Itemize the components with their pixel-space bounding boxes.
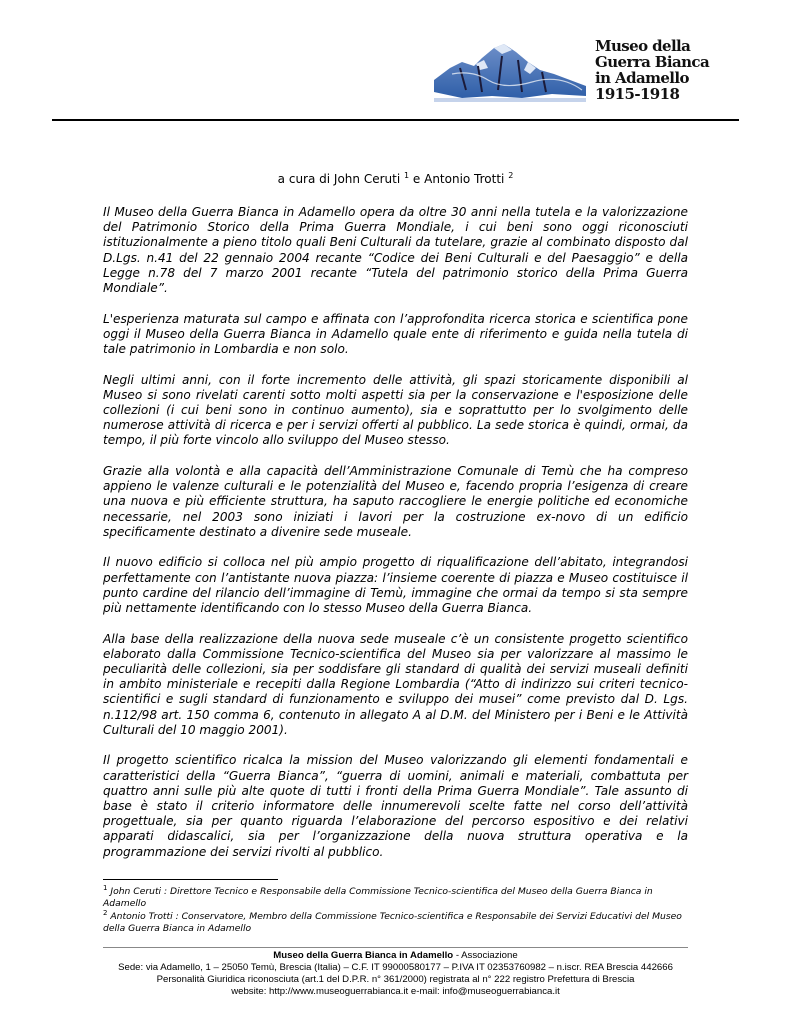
footer-divider — [103, 947, 688, 948]
paragraph: Il Museo della Guerra Bianca in Adamello opera da oltre 30 anni nella tutela e la valorizzazione del Patrimonio Storico della Prima Guerra Mondiale, i cui beni sono oggi riconosciuti istituzionalmente a pieno titolo quali Beni Culturali da tutelare, grazie al combinato disposto dal D.Lgs. n.41 del 22 gennaio 2004 recante “Codice dei Beni Culturali e del Paesaggio” e della Legge n.78 del 7 marzo 2001 recante “Tutela del patrimonio storico della Prima Guerra Mondiale”. — [103, 205, 688, 296]
paragraph: Negli ultimi anni, con il forte incremento delle attività, gli spazi storicamente disponibili al Museo si sono rivelati carenti sotto molti aspetti sia per la conservazione e l'esposizione delle collezioni (i cui beni sono in continuo aumento), sia e soprattutto per lo svolgimento delle numerose attività di ricerca e per i servizi offerti al pubblico. La sede storica è quindi, ormai, da tempo, il più forte vincolo allo sviluppo del Museo stesso. — [103, 372, 688, 448]
footnote-text: John Ceruti : Direttore Tecnico e Responsabile della Commissione Tecnico-scientifica del Museo della Guerra Bianca in Adamello — [103, 886, 653, 909]
footnote-number: 1 — [103, 884, 108, 892]
logo-line-2: Guerra Bianca — [595, 53, 710, 71]
footer-org-line — [60, 950, 731, 962]
logo-line-1: Museo della — [595, 37, 691, 55]
footer-address: Sede: via Adamello, 1 – 25050 Temù, Brescia (Italia) – C.F. IT 99000580177 – P.IVA IT 02353760982 – n.iscr. REA Brescia 442666 — [118, 962, 673, 973]
paragraph: Il progetto scientifico ricalca la mission del Museo valorizzando gli elementi fondamentali e caratteristici della “Guerra Bianca”, “guerra di uomini, animali e materiali, combattuta per quattro anni sulle più alte quote di tutti i fronti della Prima Guerra Mondiale”. Tale assunto di base è stato il criterio informatore delle innumerevoli scelte fatte nel corso dell’attività progettuale, sia per quanto riguarda l’elaborazione del percorso espositivo e dei relativi apparati didascalici, sia per l’organizzazione della nuova struttura operativa e la programmazione dei servizi rivolti al pubblico. — [103, 753, 688, 859]
footer-registration: Personalità Giuridica riconosciuta (art.1 del D.P.R. n° 361/2000) registrata al n° 222 registro Prefettura di Brescia — [156, 974, 635, 985]
paragraph: Il nuovo edificio si colloca nel più ampio progetto di riqualificazione dell’abitato, integrandosi perfettamente con l’antistante nuova piazza: l’insieme coerente di piazza e Museo costituisce il punto cardine del rilancio dell’immagine di Temù, immagine che ormai da tempo si sta sempre più nettamente identificando con lo stesso Museo della Guerra Bianca. — [103, 555, 688, 616]
logo-line-3: in Adamello — [595, 69, 689, 87]
logo-mountain-image — [432, 40, 588, 106]
footer-org-type: - Associazione — [453, 950, 518, 961]
byline-author-1: a cura di John Ceruti — [277, 172, 401, 186]
footnote-number: 2 — [103, 909, 108, 917]
footnotes — [103, 886, 693, 936]
header-divider — [52, 119, 739, 121]
footnote-divider — [103, 879, 278, 880]
paragraph: Grazie alla volontà e alla capacità dell’Amministrazione Comunale di Temù che ha compreso appieno le valenze culturali e le potenzialità del Museo e, facendo propria l’esigenza di creare una nuova e più efficiente struttura, ha saputo raccogliere le energie politiche ed economiche necessarie, nel 2003 sono iniziati i lavori per la costruzione ex-novo di un edificio specificamente destinato a divenire sede museale. — [103, 464, 688, 539]
paragraph: Alla base della realizzazione della nuova sede museale c’è un consistente progetto scientifico elaborato dalla Commissione Tecnico-scientifica del Museo sia per valorizzare al massimo le peculiarità delle collezioni, sia per soddisfare gli standard di qualità dei servizi museali definiti in ambito ministeriale e recepiti dalla Regione Lombardia (“Atto di indirizzo sui criteri tecnico-scientifici e sugli standard di funzionamento e sviluppo dei musei” come previsto dal D. Lgs. n.112/98 art. 150 comma 6, contenuto in allegato A al D.M. del Ministero per i Beni e le Attività Culturali del 10 maggio 2001). — [103, 631, 688, 737]
footer-org-name: Museo della Guerra Bianca in Adamello — [273, 950, 454, 961]
page-footer — [60, 950, 731, 998]
footnote-ref-1[interactable]: 1 — [403, 171, 410, 180]
footnote-item — [103, 886, 693, 909]
logo-mountain-icon — [432, 40, 588, 106]
byline — [0, 172, 791, 186]
paragraph: L'esperienza maturata sul campo e affinata con l’approfondita ricerca storica e scientifica pone oggi il Museo della Guerra Bianca in Adamello quale ente di riferimento e guida nella tutela di tale patrimonio in Lombardia e non solo. — [103, 311, 688, 357]
byline-author-2: e Antonio Trotti — [412, 172, 505, 186]
footnote-item — [103, 911, 693, 934]
footnote-ref-2[interactable]: 2 — [508, 171, 514, 180]
logo-line-4: 1915-1918 — [595, 85, 680, 103]
footnote-text: Antonio Trotti : Conservatore, Membro della Commissione Tecnico-scientifica e Responsabile dei Servizi Educativi del Museo della Guerra Bianca in Adamello — [103, 911, 682, 934]
article-body — [103, 205, 688, 875]
footer-contacts[interactable]: website: http://www.museoguerrabianca.it e-mail: info@museoguerrabianca.it — [231, 986, 560, 997]
logo-title — [595, 38, 735, 102]
